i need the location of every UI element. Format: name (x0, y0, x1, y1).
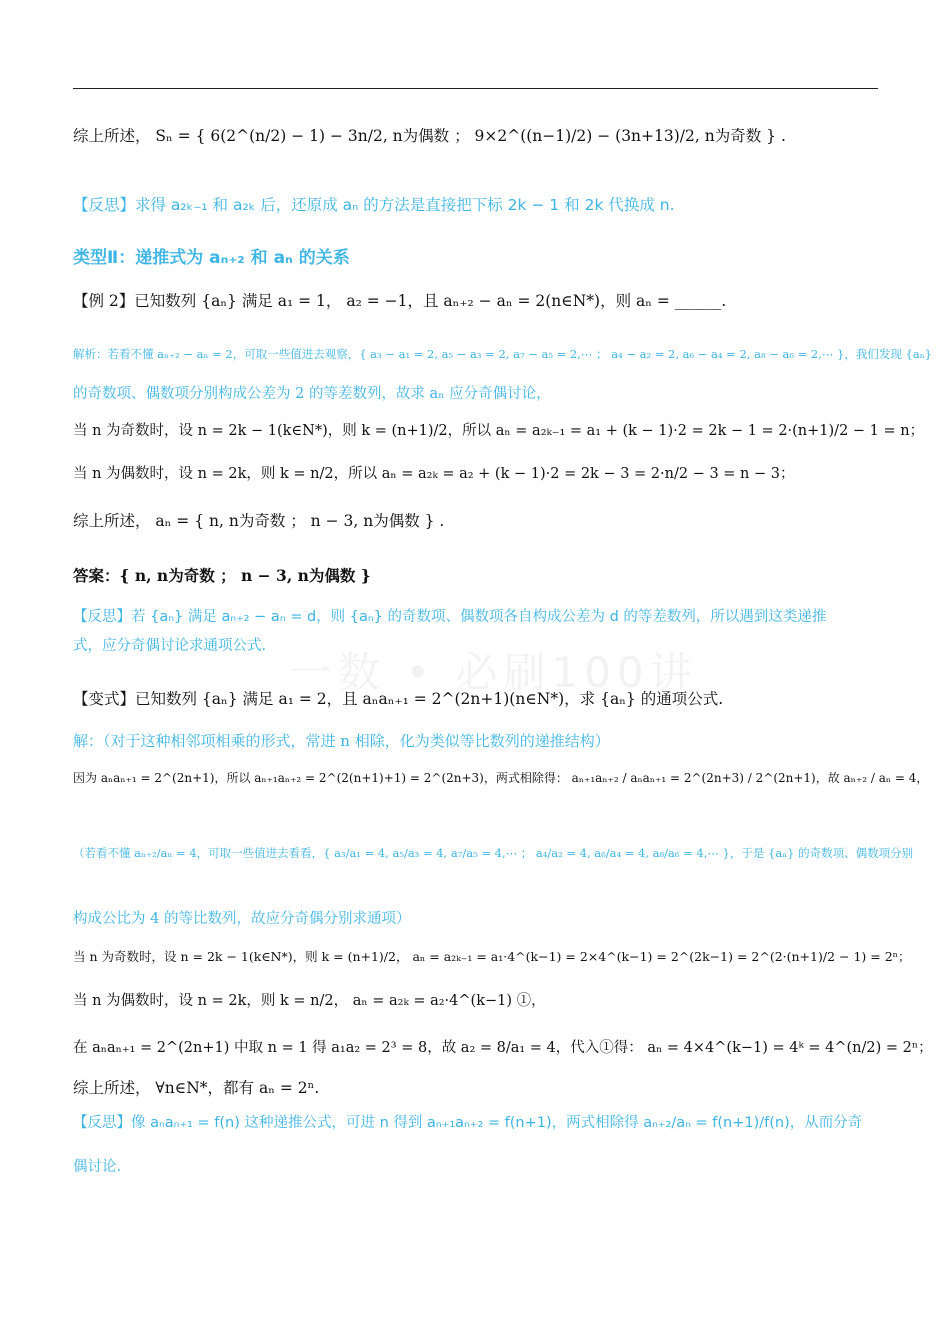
reflection-1: 【反思】求得 a₂ₖ₋₁ 和 a₂ₖ 后，还原成 aₙ 的方法是直接把下标 2k − 1 和 2k 代换成 n. (73, 196, 675, 214)
summary-Sn: 综上所述， Sₙ = { 6(2^(n/2) − 1) − 3n/2, n为偶数 ； 9×2^((n−1)/2) − (3n+13)/2, n为奇数 } . (73, 127, 786, 145)
variant-observation: （若看不懂 aₙ₊₂/aₙ = 4，可取一些值进去看看，{ a₃/a₁ = 4, a₅/a₃ = 4, a₇/a₅ = 4,⋯ ； a₄/a₂ = 4, a₆/a₄ = 4, a₈/a₆ = 4,⋯ }，于是 {aₙ} 的奇数项、偶数项分别 (73, 846, 914, 860)
example-2-problem: 【例 2】已知数列 {aₙ} 满足 a₁ = 1， a₂ = −1，且 aₙ₊₂ − aₙ = 2(n∈N*)，则 aₙ = ______. (73, 292, 727, 310)
top-rule (73, 88, 878, 89)
reflection-3-cont: 偶讨论. (73, 1159, 122, 1175)
section-heading-type2: 类型Ⅱ：递推式为 aₙ₊₂ 和 aₙ 的关系 (73, 248, 350, 268)
reflection-2-cont: 式，应分奇偶讨论求通项公式. (73, 638, 267, 654)
variant-odd-case: 当 n 为奇数时，设 n = 2k − 1(k∈N*)，则 k = (n+1)/2， aₙ = a₂ₖ₋₁ = a₁·4^(k−1) = 2×4^(k−1) = 2^(2k−1) = 2^(2·(n+1)/2 − 1) = 2ⁿ； (73, 949, 911, 964)
even-case: 当 n 为偶数时，设 n = 2k，则 k = n/2，所以 aₙ = a₂ₖ = a₂ + (k − 1)·2 = 2k − 3 = 2·n/2 − 3 = n − 3； (73, 466, 795, 482)
example-2-analysis: 解析：若看不懂 aₙ₊₂ − aₙ = 2，可取一些值进去观察，{ a₃ − a₁ = 2, a₅ − a₃ = 2, a₇ − a₅ = 2,⋯ ； a₄ − a₂ = 2, a₆ − a₄ = 2, a₈ − a₆ = 2,⋯ }，我们发现 {aₙ} (73, 347, 932, 361)
answer: 答案：{ n, n为奇数 ； n − 3, n为偶数 } (73, 566, 371, 585)
variant-step-1: 因为 aₙaₙ₊₁ = 2^(2n+1)，所以 aₙ₊₁aₙ₊₂ = 2^(2(n+1)+1) = 2^(2n+3)，两式相除得： aₙ₊₁aₙ₊₂ / aₙaₙ₊₁ = 2^(2n+3) / 2^(2n+1)，故 aₙ₊₂ / aₙ = 4， (73, 771, 929, 785)
variant-summary: 综上所述， ∀n∈N*，都有 aₙ = 2ⁿ. (73, 1079, 320, 1097)
watermark: 一数 • 必刷100讲 (290, 648, 698, 697)
reflection-3: 【反思】像 aₙaₙ₊₁ = f(n) 这种递推公式，可进 n 得到 aₙ₊₁aₙ₊₂ = f(n+1)，两式相除得 aₙ₊₂/aₙ = f(n+1)/f(n)，从而分奇 (73, 1115, 863, 1131)
reflection-2: 【反思】若 {aₙ} 满足 aₙ₊₂ − aₙ = d，则 {aₙ} 的奇数项、偶数项各自构成公差为 d 的等差数列，所以遇到这类递推 (73, 609, 827, 625)
summary-an: 综上所述， aₙ = { n, n为奇数 ； n − 3, n为偶数 } . (73, 512, 445, 530)
variant-solution-intro: 解：（对于这种相邻项相乘的形式，常进 n 相除，化为类似等比数列的递推结构） (73, 732, 610, 750)
variant-observation-cont: 构成公比为 4 的等比数列，故应分奇偶分别求通项） (73, 911, 411, 927)
variant-even-case: 当 n 为偶数时，设 n = 2k，则 k = n/2， aₙ = a₂ₖ = a₂·4^(k−1) ①， (73, 993, 546, 1009)
variant-problem: 【变式】已知数列 {aₙ} 满足 a₁ = 2，且 aₙaₙ₊₁ = 2^(2n+1)(n∈N*)，求 {aₙ} 的通项公式. (73, 690, 724, 708)
variant-substitution: 在 aₙaₙ₊₁ = 2^(2n+1) 中取 n = 1 得 a₁a₂ = 2³ = 8，故 a₂ = 8/a₁ = 4，代入①得： aₙ = 4×4^(k−1) = 4ᵏ = 4^(n/2) = 2ⁿ； (73, 1040, 933, 1056)
example-2-analysis-cont: 的奇数项、偶数项分别构成公差为 2 的等差数列，故求 aₙ 应分奇偶讨论， (73, 386, 551, 402)
odd-case: 当 n 为奇数时，设 n = 2k − 1(k∈N*)，则 k = (n+1)/2，所以 aₙ = a₂ₖ₋₁ = a₁ + (k − 1)·2 = 2k − 1 = 2·(n+1)/2 − 1 = n； (73, 423, 925, 439)
